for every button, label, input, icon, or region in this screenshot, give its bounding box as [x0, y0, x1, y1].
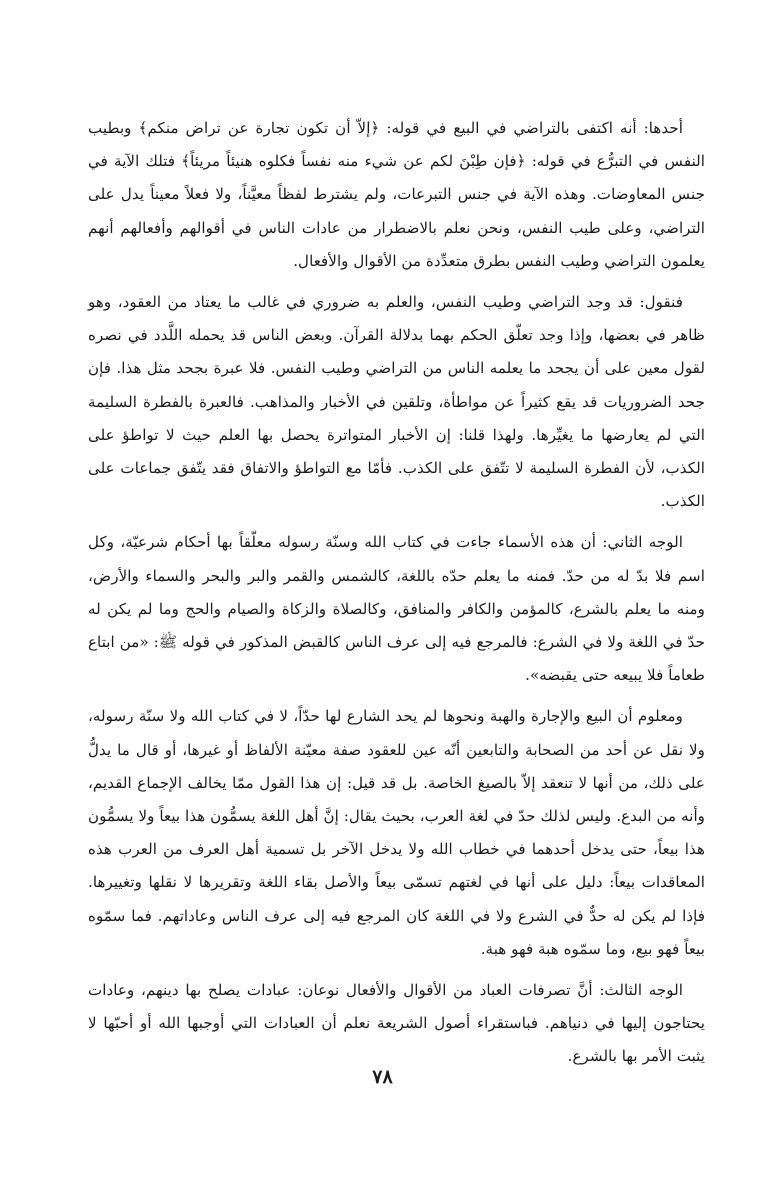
paragraph-we-say: فنقول: قد وجد التراضي وطيب النفس، والعلم به ضروري في غالب ما يعتاد من العقود، وهو ظاهر في بعضها، وإذا وجد تعلّق الحكم بهما بدلالة القرآن. وبعض الناس قد يحمله اللَّدد في نصره لقول معين على أن يجحد ما يعلمه الناس من التراضي وطيب النفس. فلا عبرة بجحد مثل هذا. فإن جحد الضروريات قد يقع كثيراً عن مواطأة، وتلقين في الأخبار والمذاهب. فالعبرة بالفطرة السليمة التي لم يعارضها ما يغيِّرها. ولهذا قلنا: إن الأخبار المتواترة يحصل بها العلم حيث لا تواطؤ على الكذب، لأن الفطرة السليمة لا تتّفق على الكذب. فأمّا مع التواطؤ والاتفاق فقد يتّفق جماعات على الكذب. [88, 293, 705, 511]
page-number: ٧٨ [372, 1066, 393, 1088]
paragraph-first-evidence: أحدها: أنه اكتفى بالتراضي في البيع في قوله: ﴿إلاّ أن تكون تجارة عن تراض منكم﴾ وبطيب النفس في التبرُّع في قوله: ﴿فإن طِبْنَ لكم عن شيء منه نفساً فكلوه هنيئاً مريئاً﴾ فتلك الآية في جنس المعاوضات. وهذه الآية في جنس التبرعات، ولم يشترط لفظاً معيَّناً، ولا فعلاً معيناً يدل على التراضي، وعلى طيب النفس، ونحن نعلم بالاضطرار من عادات الناس في أقوالهم وأفعالهم أنهم يعلمون التراضي وطيب النفس بطرق متعدِّدة من الأقوال والأفعال. [88, 119, 705, 270]
paragraph-second-aspect: الوجه الثاني: أن هذه الأسماء جاءت في كتاب الله وسنّة رسوله معلّقاً بها أحكام شرعيّة، وكل اسم فلا بدّ له من حدّ. فمنه ما يعلم حدّه باللغة، كالشمس والقمر والبر والبحر والسماء والأرض، ومنه ما يعلم بالشرع، كالمؤمن والكافر والمنافق، وكالصلاة والزكاة والصيام والحج وما لم يكن له حدّ في اللغة ولا في الشرع: فالمرجع فيه إلى عرف الناس كالقبض المذكور في قوله ﷺ: «من ابتاع طعاماً فلا يبيعه حتى يقبضه». [88, 533, 705, 685]
paragraph-known-contracts: ومعلوم أن البيع والإجارة والهبة ونحوها لم يحد الشارع لها حدّاً، لا في كتاب الله ولا سنّة رسوله، ولا نقل عن أحد من الصحابة والتابعين أنّه عين للعقود صفة معيّنة الألفاظ أو غيرها، أو قال ما يدلُّ على ذلك، من أنها لا تنعقد إلاّ بالصيغ الخاصة. بل قد قيل: إن هذا القول ممّا يخالف الإجماع القديم، وأنه من البدع. وليس لذلك حدّ في لغة العرب، بحيث يقال: إنَّ أهل اللغة يسمُّون هذا بيعاً ولا يسمُّون هذا بيعاً، حتى يدخل أحدهما في خطاب الله ولا يدخل الآخر بل تسمية أهل العرف من العرب هذه المعاقدات بيعاً: دليل على أنها في لغتهم تسمّى بيعاً والأصل بقاء اللغة وتقريرها لا نقلها وتغييرها. فإذا لم يكن له حدٌّ في الشرع ولا في اللغة كان المرجع فيه إلى عرف الناس وعاداتهم. فما سمّوه بيعاً فهو بيع، وما سمّوه هبة فهو هبة. [88, 707, 705, 958]
paragraph-third-aspect: الوجه الثالث: أنَّ تصرفات العباد من الأقوال والأفعال نوعان: عبادات يصلح بها دينهم، وعادات يحتاجون إليها في دنياهم. فباستقراء أصول الشريعة نعلم أن العبادات التي أوجبها الله أو أحبّها لا يثبت الأمر بها بالشرع. [88, 981, 705, 1066]
body-text [88, 112, 705, 1082]
